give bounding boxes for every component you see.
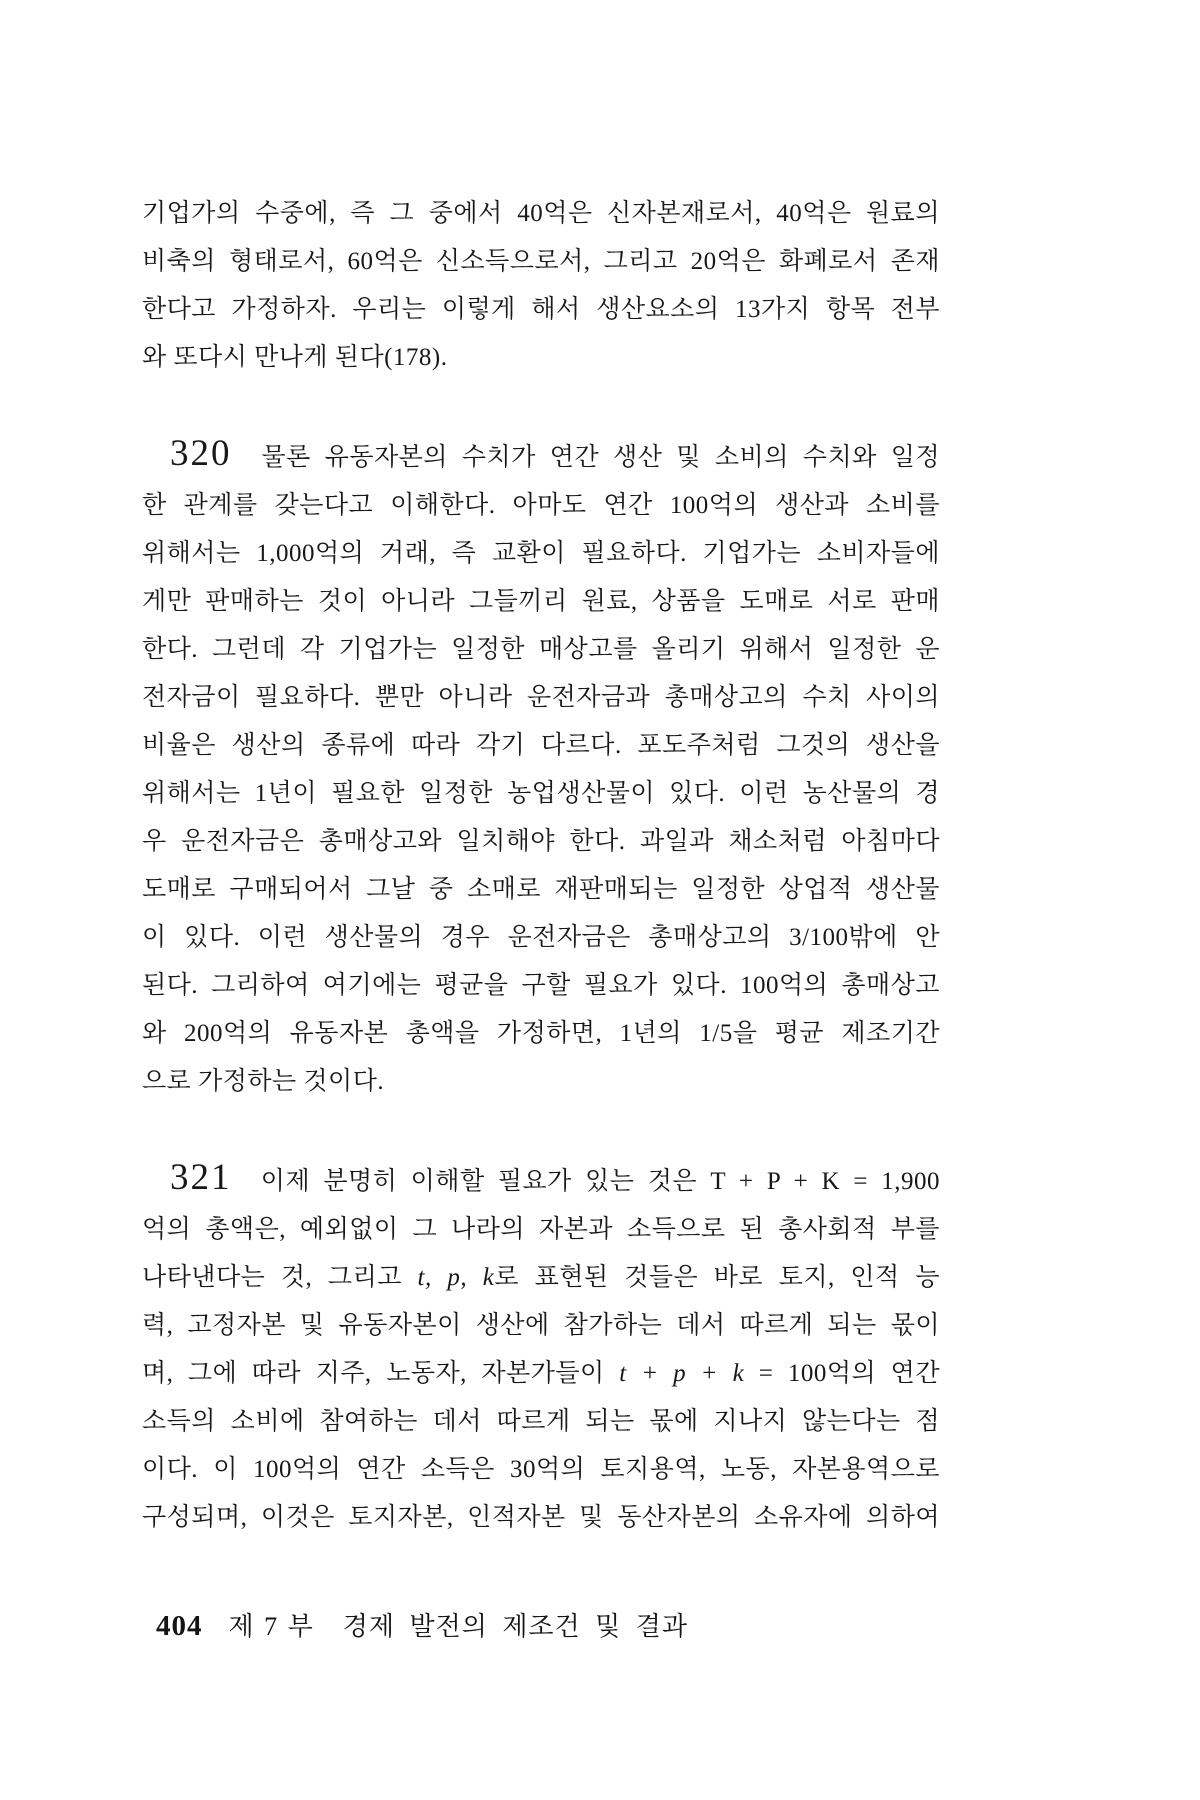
line-segment: 로 표현된 것들은 바로 토지, 인적 능 bbox=[494, 1264, 940, 1291]
text-line: 위해서는 1년이 필요한 일정한 농업생산물이 있다. 이런 농산물의 경 bbox=[142, 780, 940, 807]
paragraph-number: 320 bbox=[170, 433, 232, 474]
page-number: 404 bbox=[156, 1610, 203, 1642]
text-line: 와 또다시 만나게 된다(178). bbox=[142, 344, 448, 371]
text-line: 한다. 그런데 각 기업가는 일정한 매상고를 올리기 위해서 일정한 운 bbox=[142, 636, 940, 663]
line-segment: 며, 그에 따라 지주, 노동자, 자본가들이 bbox=[142, 1360, 620, 1387]
paragraph-320 bbox=[142, 434, 940, 1106]
text-line bbox=[142, 434, 940, 482]
text-line: 비율은 생산의 종류에 따라 각기 다르다. 포도주처럼 그것의 생산을 bbox=[142, 732, 940, 759]
math-variables: t + p + k bbox=[619, 1360, 745, 1387]
line-segment: 나타낸다는 것, 그리고 bbox=[142, 1264, 418, 1291]
text-line: 구성되며, 이것은 토지자본, 인적자본 및 동산자본의 소유자에 의하여 bbox=[142, 1504, 940, 1531]
text-line bbox=[142, 1350, 940, 1398]
text-line bbox=[142, 1158, 940, 1206]
text-line: 도매로 구매되어서 그날 중 소매로 재판매되는 일정한 상업적 생산물 bbox=[142, 876, 940, 903]
text-line: 와 200억의 유동자본 총액을 가정하면, 1년의 1/5을 평균 제조기간 bbox=[142, 1020, 940, 1047]
text-line bbox=[142, 1254, 940, 1302]
text-block bbox=[142, 190, 940, 1542]
text-line: 전자금이 필요하다. 뿐만 아니라 운전자금과 총매상고의 수치 사이의 bbox=[142, 684, 940, 711]
text-line: 력, 고정자본 및 유동자본이 생산에 참가하는 데서 따르게 되는 몫이 bbox=[142, 1312, 940, 1339]
line-segment: = 100억의 연간 bbox=[744, 1360, 940, 1387]
paragraph-321 bbox=[142, 1158, 940, 1542]
paragraph-first-text: 이제 분명히 이해할 필요가 있는 것은 T + P + K = 1,900 bbox=[260, 1168, 940, 1195]
text-line: 된다. 그리하여 여기에는 평균을 구할 필요가 있다. 100억의 총매상고 bbox=[142, 972, 940, 999]
math-variables: t, p, k bbox=[417, 1264, 495, 1291]
text-line: 우 운전자금은 총매상고와 일치해야 한다. 과일과 채소처럼 아침마다 bbox=[142, 828, 940, 855]
text-line: 비축의 형태로서, 60억은 신소득으로서, 그리고 20억은 화폐로서 존재 bbox=[142, 248, 940, 275]
part-label: 제 7 부 bbox=[228, 1612, 315, 1641]
paragraph-first-text: 물론 유동자본의 수치가 연간 생산 및 소비의 수치와 일정 bbox=[261, 444, 941, 471]
text-line: 이 있다. 이런 생산물의 경우 운전자금은 총매상고의 3/100밖에 안 bbox=[142, 924, 940, 951]
paragraph-number: 321 bbox=[170, 1157, 232, 1198]
part-title: 경제 발전의 제조건 및 결과 bbox=[342, 1612, 689, 1641]
text-line: 한다고 가정하자. 우리는 이렇게 해서 생산요소의 13가지 항목 전부 bbox=[142, 296, 940, 323]
page-footer bbox=[156, 1606, 688, 1643]
text-line: 으로 가정하는 것이다. bbox=[142, 1068, 385, 1095]
text-line: 게만 판매하는 것이 아니라 그들끼리 원료, 상품을 도매로 서로 판매 bbox=[142, 588, 940, 615]
text-line: 억의 총액은, 예외없이 그 나라의 자본과 소득으로 된 총사회적 부를 bbox=[142, 1216, 940, 1243]
paragraph-continuation bbox=[142, 190, 940, 382]
text-line: 소득의 소비에 참여하는 데서 따르게 되는 몫에 지나지 않는다는 점 bbox=[142, 1408, 940, 1435]
text-line: 위해서는 1,000억의 거래, 즉 교환이 필요하다. 기업가는 소비자들에 bbox=[142, 540, 940, 567]
text-line: 이다. 이 100억의 연간 소득은 30억의 토지용역, 노동, 자본용역으로 bbox=[142, 1456, 940, 1483]
text-line: 기업가의 수중에, 즉 그 중에서 40억은 신자본재로서, 40억은 원료의 bbox=[142, 200, 940, 227]
text-line: 한 관계를 갖는다고 이해한다. 아마도 연간 100억의 생산과 소비를 bbox=[142, 492, 940, 519]
